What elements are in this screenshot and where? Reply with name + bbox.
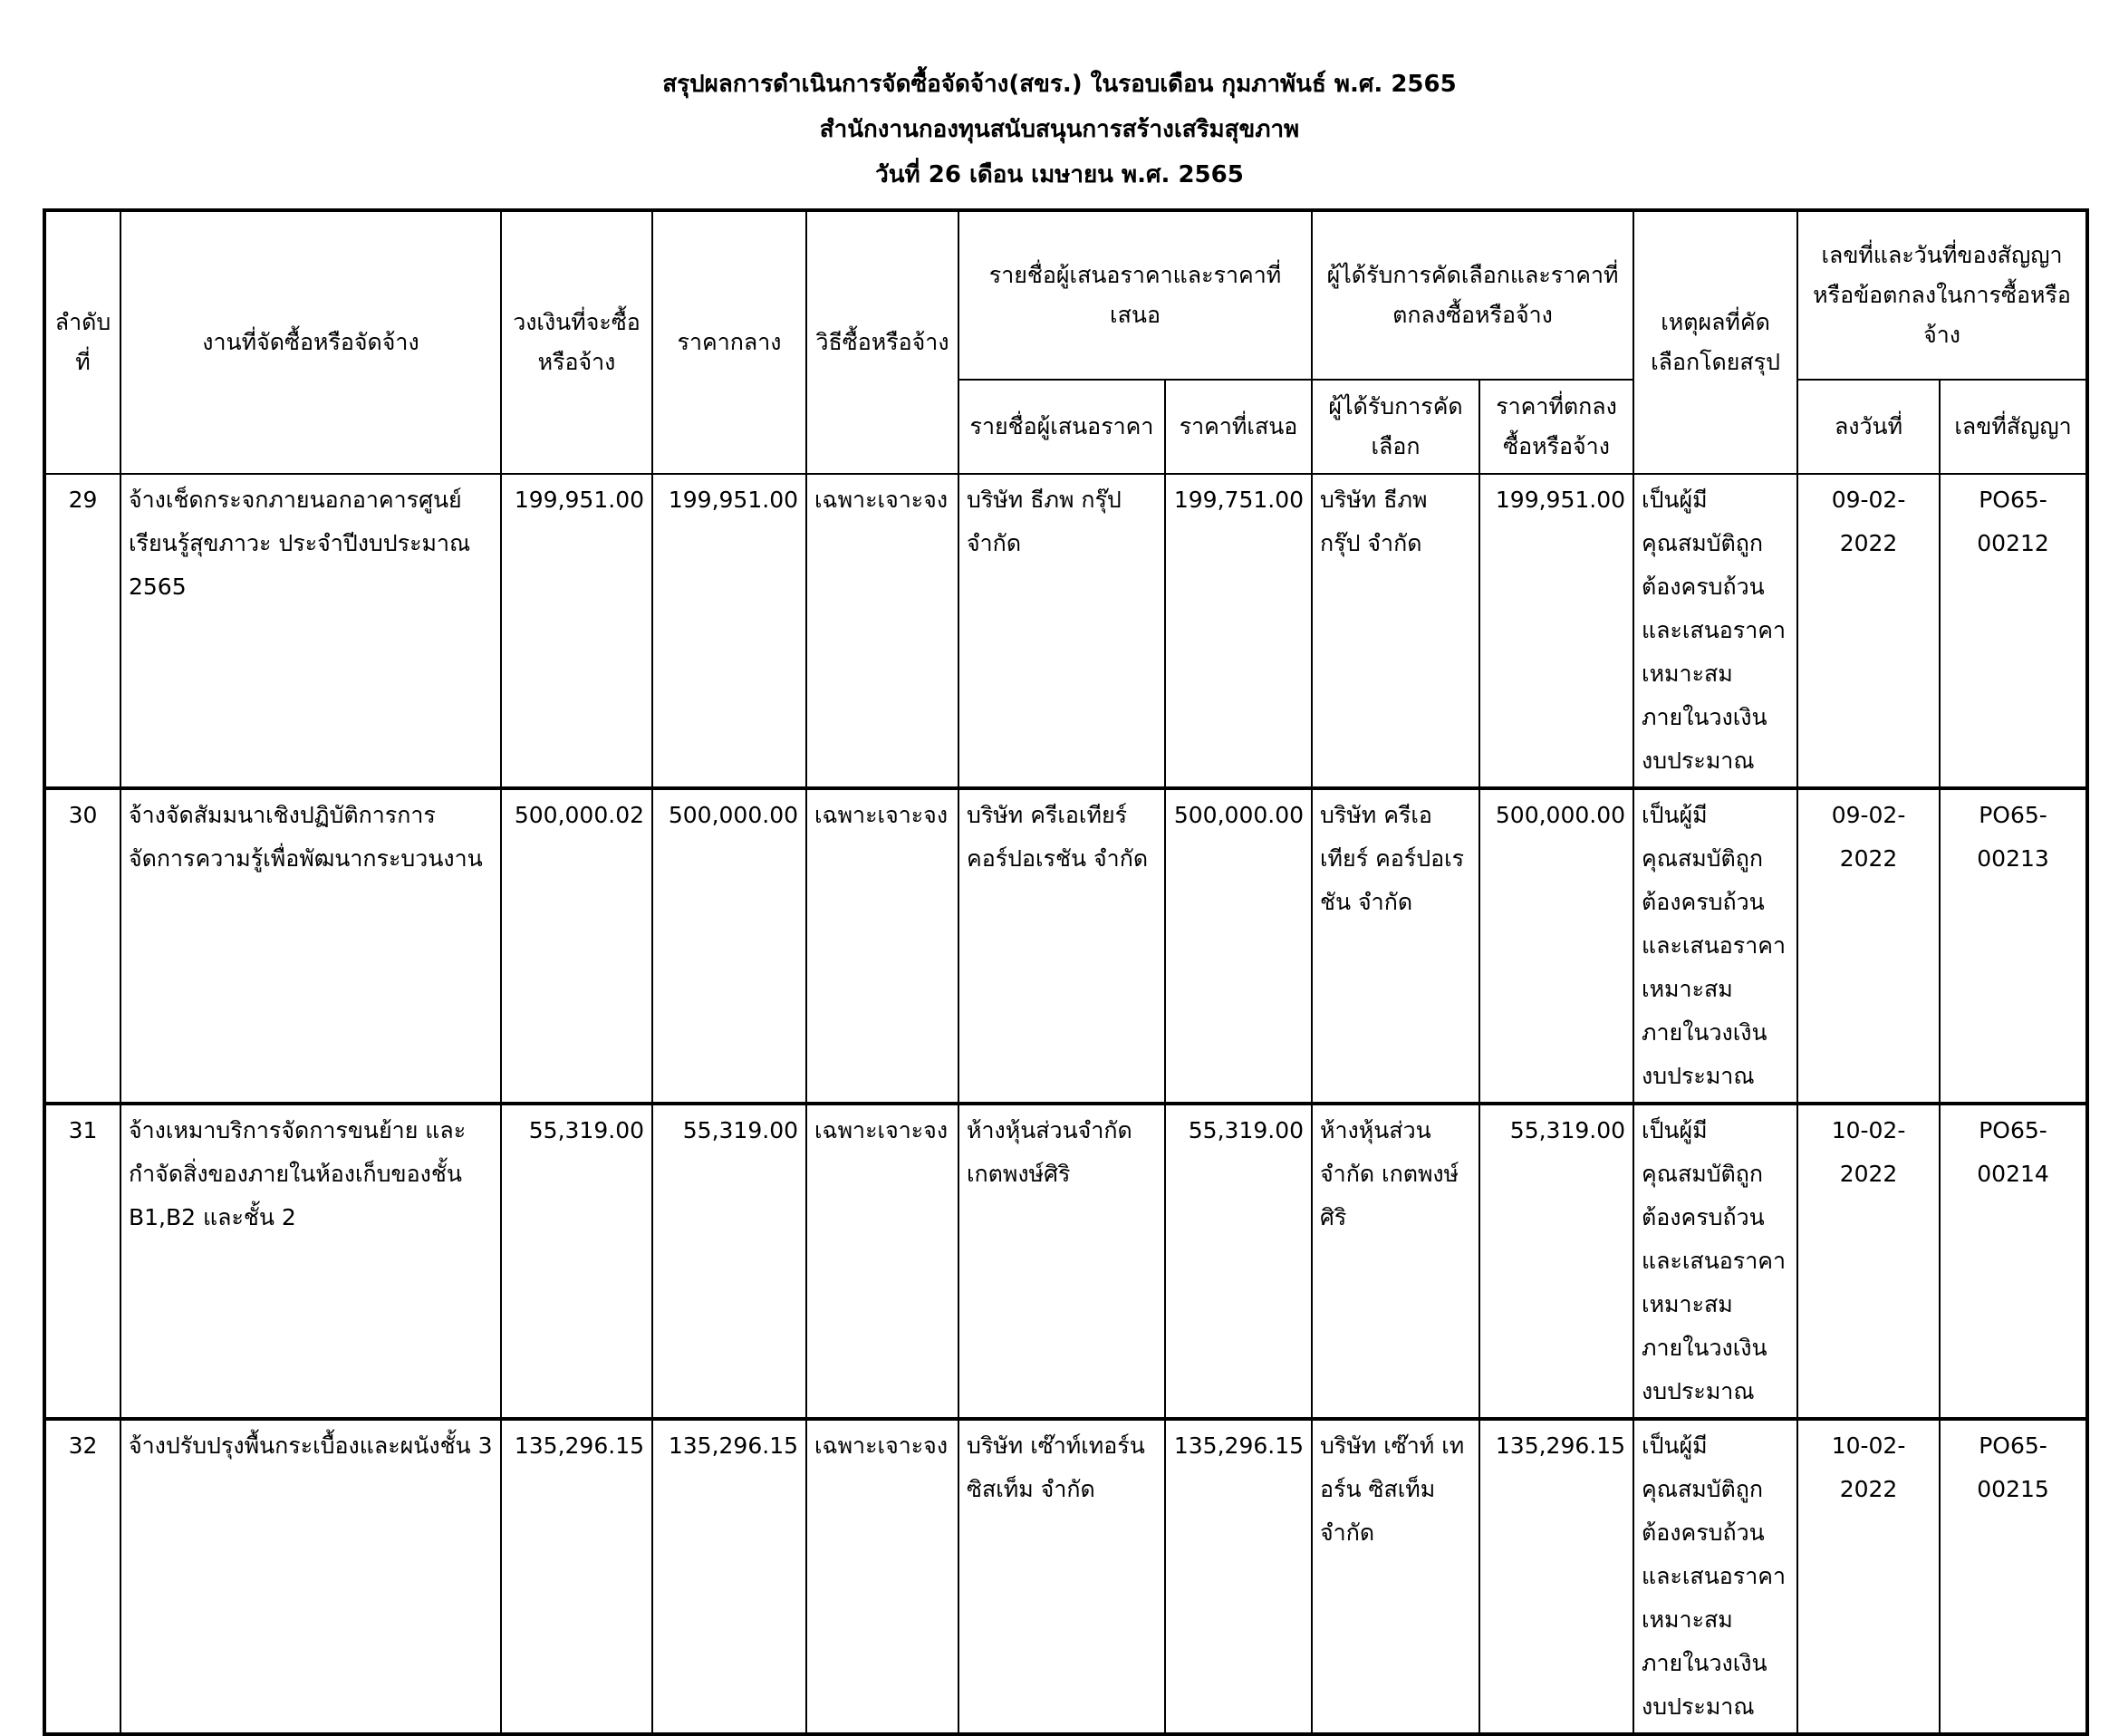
cell-reason: เป็นผู้มีคุณสมบัติถูกต้องครบถ้วนและเสนอราคาเหมาะสมภายในวงเงินงบประมาณ (1633, 1104, 1797, 1419)
cell-agreed-price: 199,951.00 (1479, 474, 1633, 788)
document-date: วันที่ 26 เดือน เมษายน พ.ศ. 2565 (875, 161, 1244, 188)
col-header-median-price: ราคากลาง (652, 210, 806, 474)
cell-work: จ้างจัดสัมมนาเชิงปฏิบัติการการจัดการความรู้เพื่อพัฒนากระบวนงาน (120, 788, 501, 1104)
col-header-reason: เหตุผลที่คัดเลือกโดยสรุป (1633, 210, 1797, 474)
cell-budget: 500,000.02 (501, 788, 652, 1104)
cell-contract-no: PO65-00215 (1940, 1419, 2087, 1734)
table-header (44, 210, 2087, 474)
cell-median-price: 199,951.00 (652, 474, 806, 788)
cell-contract-date: 09-02-2022 (1797, 474, 1940, 788)
cell-no: 32 (44, 1419, 120, 1734)
cell-contract-no: PO65-00213 (1940, 788, 2087, 1104)
col-header-winner-name: ผู้ได้รับการคัดเลือก (1312, 380, 1479, 474)
col-header-budget: วงเงินที่จะซื้อหรือจ้าง (501, 210, 652, 474)
table-row (44, 788, 2087, 1104)
cell-contract-date: 10-02-2022 (1797, 1419, 1940, 1734)
cell-bidder-name: บริษัท ครีเอเทียร์ คอร์ปอเรชัน จำกัด (958, 788, 1165, 1104)
cell-agreed-price: 135,296.15 (1479, 1419, 1633, 1734)
cell-winner-name: บริษัท ครีเอเทียร์ คอร์ปอเรชัน จำกัด (1312, 788, 1479, 1104)
col-header-agreed-price: ราคาที่ตกลงซื้อหรือจ้าง (1479, 380, 1633, 474)
col-header-method: วิธีซื้อหรือจ้าง (806, 210, 958, 474)
cell-no: 31 (44, 1104, 120, 1419)
col-header-contract-no: เลขที่สัญญา (1940, 380, 2087, 474)
cell-bid-price: 55,319.00 (1165, 1104, 1312, 1419)
cell-method: เฉพาะเจาะจง (806, 1104, 958, 1419)
cell-method: เฉพาะเจาะจง (806, 1419, 958, 1734)
cell-budget: 55,319.00 (501, 1104, 652, 1419)
cell-reason: เป็นผู้มีคุณสมบัติถูกต้องครบถ้วนและเสนอราคาเหมาะสมภายในวงเงินงบประมาณ (1633, 474, 1797, 788)
table-row (44, 1419, 2087, 1734)
cell-bid-price: 135,296.15 (1165, 1419, 1312, 1734)
col-header-bidder-name: รายชื่อผู้เสนอราคา (958, 380, 1165, 474)
col-header-contract-date: ลงวันที่ (1797, 380, 1940, 474)
cell-agreed-price: 55,319.00 (1479, 1104, 1633, 1419)
cell-winner-name: ห้างหุ้นส่วนจำกัด เกตพงษ์ศิริ (1312, 1104, 1479, 1419)
cell-contract-no: PO65-00214 (1940, 1104, 2087, 1419)
cell-winner-name: บริษัท ธีภพ กรุ๊ป จำกัด (1312, 474, 1479, 788)
cell-no: 29 (44, 474, 120, 788)
cell-bidder-name: บริษัท ธีภพ กรุ๊ป จำกัด (958, 474, 1165, 788)
cell-bidder-name: บริษัท เซ๊าท์เทอร์น ซิสเท็ม จำกัด (958, 1419, 1165, 1734)
cell-bid-price: 500,000.00 (1165, 788, 1312, 1104)
cell-no: 30 (44, 788, 120, 1104)
cell-budget: 199,951.00 (501, 474, 652, 788)
procurement-table (43, 208, 2089, 1736)
document-title: สรุปผลการดำเนินการจัดซื้อจัดจ้าง(สขร.) ในรอบเดือน กุมภาพันธ์ พ.ศ. 2565 (662, 71, 1457, 98)
col-header-winner-group: ผู้ได้รับการคัดเลือกและราคาที่ตกลงซื้อหรือจ้าง (1312, 210, 1633, 380)
col-header-bidders-group: รายชื่อผู้เสนอราคาและราคาที่เสนอ (958, 210, 1312, 380)
document-header (0, 69, 2119, 205)
table-row (44, 1104, 2087, 1419)
cell-bid-price: 199,751.00 (1165, 474, 1312, 788)
cell-median-price: 55,319.00 (652, 1104, 806, 1419)
col-header-work: งานที่จัดซื้อหรือจัดจ้าง (120, 210, 501, 474)
table-body (44, 474, 2087, 1734)
cell-work: จ้างเช็ดกระจกภายนอกอาคารศูนย์เรียนรู้สุขภาวะ ประจำปีงบประมาณ 2565 (120, 474, 501, 788)
cell-reason: เป็นผู้มีคุณสมบัติถูกต้องครบถ้วนและเสนอราคาเหมาะสมภายในวงเงินงบประมาณ (1633, 1419, 1797, 1734)
cell-contract-no: PO65-00212 (1940, 474, 2087, 788)
cell-median-price: 135,296.15 (652, 1419, 806, 1734)
cell-work: จ้างเหมาบริการจัดการขนย้าย และกำจัดสิ่งของภายในห้องเก็บของชั้น B1,B2 และชั้น 2 (120, 1104, 501, 1419)
col-header-no: ลำดับที่ (44, 210, 120, 474)
organization-name: สำนักงานกองทุนสนับสนุนการสร้างเสริมสุขภาพ (819, 116, 1300, 143)
cell-reason: เป็นผู้มีคุณสมบัติถูกต้องครบถ้วนและเสนอราคาเหมาะสมภายในวงเงินงบประมาณ (1633, 788, 1797, 1104)
col-header-contract-group: เลขที่และวันที่ของสัญญาหรือข้อตกลงในการซื้อหรือจ้าง (1797, 210, 2087, 380)
col-header-bid-price: ราคาที่เสนอ (1165, 380, 1312, 474)
cell-agreed-price: 500,000.00 (1479, 788, 1633, 1104)
cell-contract-date: 09-02-2022 (1797, 788, 1940, 1104)
cell-method: เฉพาะเจาะจง (806, 788, 958, 1104)
cell-bidder-name: ห้างหุ้นส่วนจำกัด เกตพงษ์ศิริ (958, 1104, 1165, 1419)
cell-winner-name: บริษัท เซ๊าท์ เทอร์น ซิสเท็ม จำกัด (1312, 1419, 1479, 1734)
table-row (44, 474, 2087, 788)
cell-median-price: 500,000.00 (652, 788, 806, 1104)
cell-method: เฉพาะเจาะจง (806, 474, 958, 788)
cell-contract-date: 10-02-2022 (1797, 1104, 1940, 1419)
cell-work: จ้างปรับปรุงพื้นกระเบื้องและผนังชั้น 3 (120, 1419, 501, 1734)
cell-budget: 135,296.15 (501, 1419, 652, 1734)
